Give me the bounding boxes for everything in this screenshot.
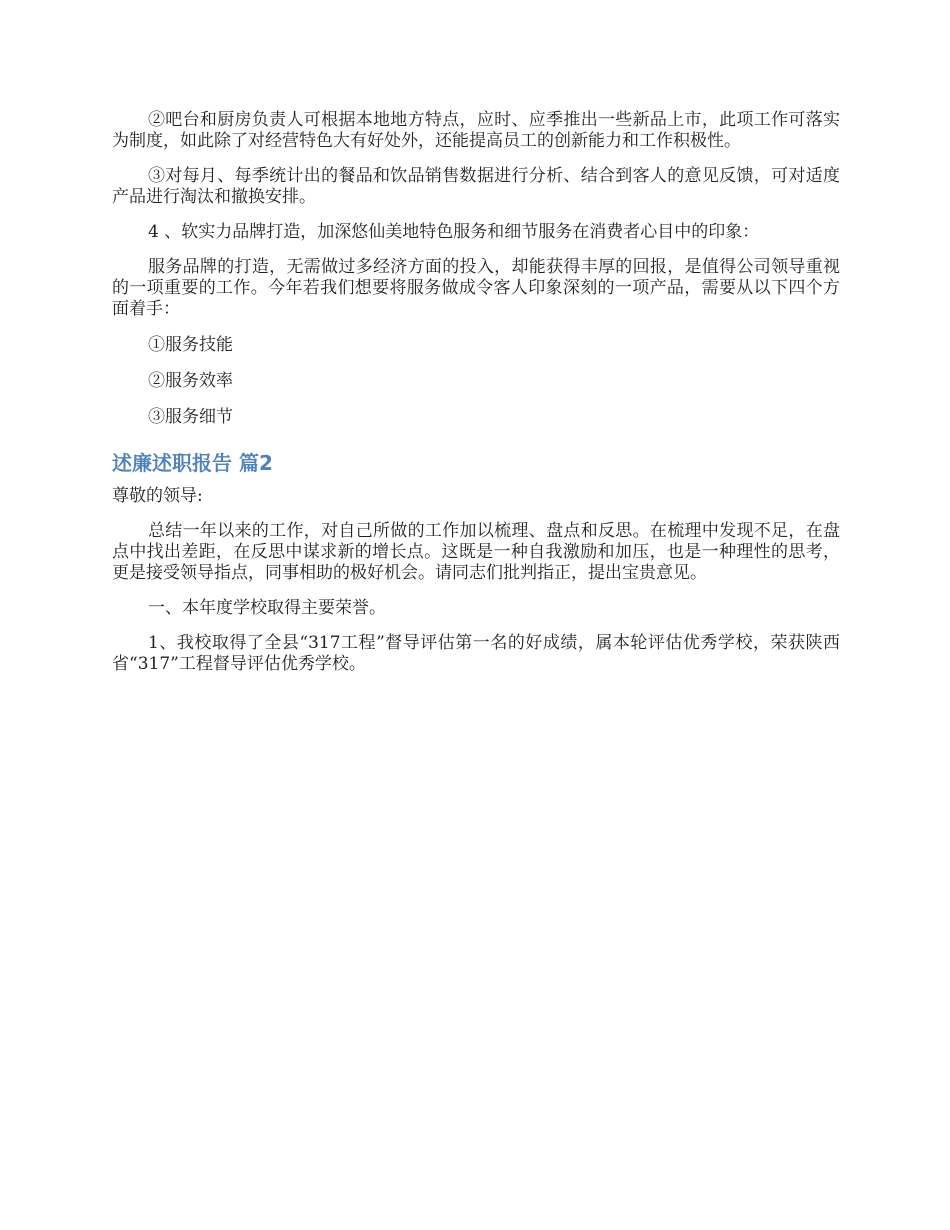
list-item-service-skill: ①服务技能 — [148, 335, 233, 355]
list-item-service-detail: ③服务细节 — [148, 407, 233, 427]
paragraph-service-brand: 服务品牌的打造，无需做过多经济方面的投入，却能获得丰厚的回报，是值得公司领导重视的一项重要的工作。今年若我们想要将服务做成令客人印象深刻的一项产品，需要从以下四个方面着手： — [112, 257, 840, 319]
salutation: 尊敬的领导: — [112, 486, 203, 506]
paragraph-summary: 总结一年以来的工作，对自己所做的工作加以梳理、盘点和反思。在梳理中发现不足，在盘点中找出差距，在反思中谋求新的增长点。这既是一种自我激励和加压，也是一种理性的思考，更是接受领导指点，同事相助的极好机会。请同志们批判指正，提出宝贵意见。 — [112, 521, 840, 583]
paragraph-honor-title: 一、本年度学校取得主要荣誉。 — [148, 598, 386, 618]
list-item-service-efficiency: ②服务效率 — [148, 371, 233, 391]
section-heading: 述廉述职报告 篇2 — [112, 451, 273, 475]
paragraph-brand-building: 4 、软实力品牌打造，加深悠仙美地特色服务和细节服务在消费者心目中的印象： — [148, 222, 760, 242]
paragraph-honor-1: 1、我校取得了全县“317工程”督导评估第一名的好成绩，属本轮评估优秀学校，荣获陕西省“317”工程督导评估优秀学校。 — [112, 633, 840, 674]
paragraph-new-products: ②吧台和厨房负责人可根据本地地方特点，应时、应季推出一些新品上市，此项工作可落实为制度，如此除了对经营特色大有好处外，还能提高员工的创新能力和工作积极性。 — [112, 110, 840, 151]
document-page — [112, 110, 840, 675]
paragraph-sales-analysis: ③对每月、每季统计出的餐品和饮品销售数据进行分析、结合到客人的意见反馈，可对适度产品进行淘汰和撤换安排。 — [112, 166, 840, 207]
